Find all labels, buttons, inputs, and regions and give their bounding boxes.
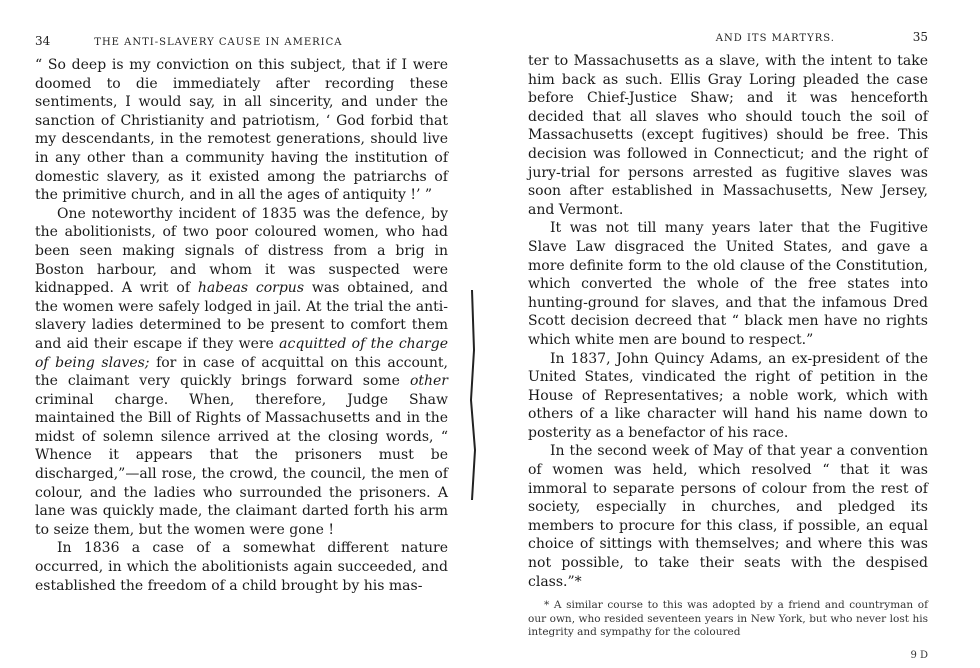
left-page: [0, 0, 460, 668]
right-running-title: AND ITS MARTYRS.: [715, 33, 835, 44]
left-paragraph-2: One noteworthy incident of 1835 was the defence, by the abolitionists, of two poor coloured women, who had been seen making signals of distress from a brig in Boston harbour, and whom it was suspected were kidnapped. A writ of habeas corpus was obtained, and the women were safely lodged in jail. At the trial the anti-slavery ladies determined to be present to comfort them and aid their escape if they were acquitted of the charge of being slaves; for in case of acquittal on this account, the claimant very quickly brings forward some other criminal charge. When, therefore, Judge Shaw maintained the Bill of Rights of Massachusetts and in the midst of solemn silence arrived at the closing words, “ Whence it appears that the prisoners must be discharged,”—all rose, the crowd, the council, the men of colour, and the ladies who surrounded the prisoners. A lane was quickly made, the claimant darted forth his arm to seize them, but the women were gone !: [35, 205, 449, 538]
right-page-number: 35: [912, 30, 928, 44]
left-running-head: [35, 34, 448, 56]
left-paragraph-1: “ So deep is my conviction on this subject, that if I were doomed to die immediately after recording these sentiments, I would say, in all sincerity, and under the sanction of Christianity and patriotism, ‘ God forbid that my descendants, in the remotest generations, should live in any other than a community having the institution of domestic slavery, as it existed among the patriarchs of the primitive church, and in all the ages of antiquity !’ ”: [35, 57, 448, 204]
right-running-head: [528, 30, 928, 52]
right-paragraph-3: In 1837, John Quincy Adams, an ex-president of the United States, vindicated the right of petition in the House of Representatives; a noble work, which with others of a like character will hand his name down to posterity as a benefactor of his race.: [528, 350, 928, 441]
left-page-number: 34: [35, 34, 51, 48]
left-running-title: THE ANTI-SLAVERY CAUSE IN AMERICA: [94, 37, 343, 48]
right-paragraph-1: ter to Massachusetts as a slave, with the intent to take him back as such. Ellis Gray Loring pleaded the case before Chief-Justice Shaw; and it was henceforth decided that all slaves who should touch the soil of Massachusetts (except fugitives) should be free. This decision was followed in Connecticut; and the right of jury-trial for persons arrested as fugitive slaves was soon after established in Massachusetts, New Jersey, and Vermont.: [528, 53, 928, 218]
left-paragraph-3: In 1836 a case of a somewhat different nature occurred, in which the abolitionists again succeeded, and established the freedom of a child brought by his mas-: [35, 540, 448, 594]
right-paragraph-2: It was not till many years later that the Fugitive Slave Law disgraced the United States, and gave a more definite form to the old clause of the Constitution, which converted the whole of the free states into hunting-ground for slaves, and that the infamous Dred Scott decision decreed that “ black men have no rights which white men are bound to respect.”: [528, 220, 928, 348]
right-paragraph-4: In the second week of May of that year a convention of women was held, which resolved “ that it was immoral to separate persons of colour from the rest of society, especially in churches, and pledged its members to procure for this class, if possible, an equal choice of sittings with themselves; and where this was not possible, to take their seats with the despised class.”*: [528, 443, 928, 590]
right-page: [500, 0, 980, 668]
footnote: * A similar course to this was adopted by a friend and countryman of our own, who resided seventeen years in New York, but who never lost his integrity and sympathy for the coloured: [528, 599, 928, 639]
book-gutter-shadow: [462, 290, 482, 500]
signature-mark: 9 D: [910, 650, 928, 662]
